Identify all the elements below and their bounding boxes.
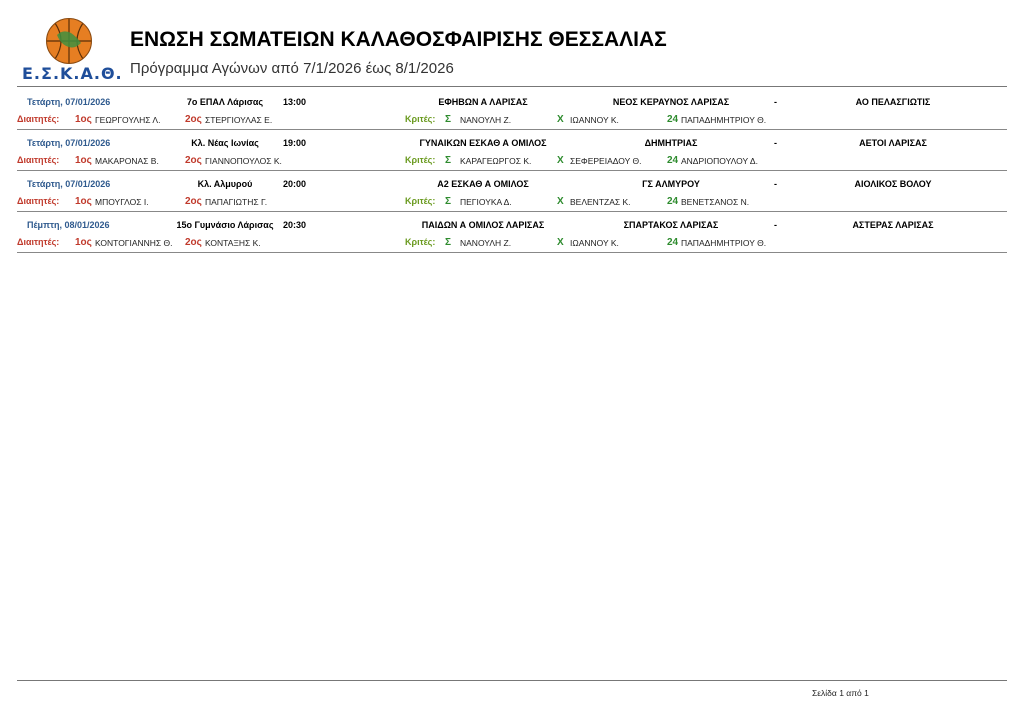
game-venue: 15ο Γυμνάσιο Λάρισας — [176, 220, 274, 230]
page-subtitle: Πρόγραμμα Αγώνων από 7/1/2026 έως 8/1/2026 — [130, 60, 454, 77]
vs-dash: - — [774, 97, 777, 107]
header-divider — [17, 86, 1007, 87]
game-date: Τετάρτη, 07/01/2026 — [27, 97, 111, 107]
game-venue: Κλ. Νέας Ιωνίας — [191, 138, 259, 148]
timer-name: ΙΩΑΝΝΟΥ Κ. — [570, 115, 619, 125]
judges-label: Κριτές: — [405, 237, 436, 247]
home-team: ΔΗΜΗΤΡΙΑΣ — [644, 138, 698, 148]
first-referee-name: ΚΟΝΤΟΓΙΑΝΝΗΣ Θ. — [95, 238, 173, 248]
game-date: Τετάρτη, 07/01/2026 — [27, 138, 111, 148]
second-referee-label: 2ος — [185, 114, 202, 125]
second-referee-name: ΓΙΑΝΝΟΠΟΥΛΟΣ Κ. — [205, 156, 282, 166]
game-category: ΕΦΗΒΩΝ Α ΛΑΡΙΣΑΣ — [438, 97, 528, 107]
judges-label: Κριτές: — [405, 114, 436, 124]
referees-label: Διαιτητές: — [17, 155, 60, 165]
shot-clock-name: ΠΑΠΑΔΗΜΗΤΡΙΟΥ Θ. — [681, 238, 767, 248]
game-row — [17, 88, 1007, 130]
shot-clock-label: 24 — [667, 114, 679, 125]
referees-label: Διαιτητές: — [17, 237, 60, 247]
game-category: ΠΑΙΔΩΝ Α ΟΜΙΛΟΣ ΛΑΡΙΣΑΣ — [421, 220, 545, 230]
home-team: ΝΕΟΣ ΚΕΡΑΥΝΟΣ ΛΑΡΙΣΑΣ — [612, 97, 730, 107]
vs-dash: - — [774, 138, 777, 148]
first-referee-label: 1ος — [75, 237, 92, 248]
first-referee-label: 1ος — [75, 196, 92, 207]
judges-label: Κριτές: — [405, 155, 436, 165]
timer-name: ΙΩΑΝΝΟΥ Κ. — [570, 238, 619, 248]
second-referee-label: 2ος — [185, 155, 202, 166]
game-time: 20:30 — [283, 220, 307, 230]
shot-clock-label: 24 — [667, 237, 679, 248]
shot-clock-label: 24 — [667, 196, 679, 207]
timer-label: Χ — [557, 237, 564, 248]
shot-clock-name: ΑΝΔΡΙΟΠΟΥΛΟΥ Δ. — [681, 156, 758, 166]
timer-name: ΣΕΦΕΡΕΙΑΔΟΥ Θ. — [570, 156, 642, 166]
first-referee-label: 1ος — [75, 114, 92, 125]
shot-clock-label: 24 — [667, 155, 679, 166]
game-time: 13:00 — [283, 97, 307, 107]
scorer-label: Σ — [445, 237, 452, 248]
second-referee-label: 2ος — [185, 237, 202, 248]
scorer-name: ΝΑΝΟΥΛΗ Ζ. — [460, 115, 512, 125]
second-referee-name: ΚΟΝΤΑΞΗΣ Κ. — [205, 238, 261, 248]
away-team: ΑΟ ΠΕΛΑΣΓΙΩΤΙΣ — [855, 97, 931, 107]
game-venue: Κλ. Αλμυρού — [197, 179, 253, 189]
eskath-logo — [22, 16, 123, 83]
scorer-name: ΠΕΓΙΟΥΚΑ Δ. — [460, 197, 512, 207]
game-category: Α2 ΕΣΚΑΘ Α ΟΜΙΛΟΣ — [437, 179, 529, 189]
vs-dash: - — [774, 179, 777, 189]
second-referee-label: 2ος — [185, 196, 202, 207]
first-referee-label: 1ος — [75, 155, 92, 166]
second-referee-name: ΠΑΠΑΓΙΩΤΗΣ Γ. — [205, 197, 268, 207]
away-team: ΑΕΤΟΙ ΛΑΡΙΣΑΣ — [859, 138, 927, 148]
shot-clock-name: ΒΕΝΕΤΣΑΝΟΣ Ν. — [681, 197, 750, 207]
timer-name: ΒΕΛΕΝΤΖΑΣ Κ. — [570, 197, 631, 207]
game-time: 19:00 — [283, 138, 307, 148]
first-referee-name: ΜΑΚΑΡΟΝΑΣ Β. — [95, 156, 159, 166]
second-referee-name: ΣΤΕΡΓΙΟΥΛΑΣ Ε. — [205, 115, 273, 125]
logo-text: Ε.Σ.Κ.Α.Θ. — [22, 64, 123, 83]
home-team: ΣΠΑΡΤΑΚΟΣ ΛΑΡΙΣΑΣ — [623, 220, 719, 230]
page-number: Σελίδα 1 από 1 — [812, 688, 869, 698]
timer-label: Χ — [557, 196, 564, 207]
vs-dash: - — [774, 220, 777, 230]
game-category: ΓΥΝΑΙΚΩΝ ΕΣΚΑΘ Α ΟΜΙΛΟΣ — [419, 138, 547, 148]
game-row — [17, 211, 1007, 253]
page-title: ΕΝΩΣΗ ΣΩΜΑΤΕΙΩΝ ΚΑΛΑΘΟΣΦΑΙΡΙΣΗΣ ΘΕΣΣΑΛΙΑΣ — [130, 28, 667, 51]
timer-label: Χ — [557, 114, 564, 125]
scorer-label: Σ — [445, 196, 452, 207]
game-date: Πέμπτη, 08/01/2026 — [27, 220, 110, 230]
scorer-name: ΚΑΡΑΓΕΩΡΓΟΣ Κ. — [460, 156, 532, 166]
home-team: ΓΣ ΑΛΜΥΡΟΥ — [642, 179, 700, 189]
first-referee-name: ΜΠΟΥΓΛΟΣ Ι. — [95, 197, 149, 207]
game-time: 20:00 — [283, 179, 307, 189]
game-row — [17, 170, 1007, 212]
scorer-label: Σ — [445, 114, 452, 125]
timer-label: Χ — [557, 155, 564, 166]
game-row — [17, 129, 1007, 171]
scorer-label: Σ — [445, 155, 452, 166]
first-referee-name: ΓΕΩΡΓΟΥΛΗΣ Λ. — [95, 115, 161, 125]
scorer-name: ΝΑΝΟΥΛΗ Ζ. — [460, 238, 512, 248]
basketball-icon — [46, 18, 92, 64]
shot-clock-name: ΠΑΠΑΔΗΜΗΤΡΙΟΥ Θ. — [681, 115, 767, 125]
referees-label: Διαιτητές: — [17, 114, 60, 124]
game-venue: 7ο ΕΠΑΛ Λάρισας — [186, 97, 264, 107]
away-team: ΑΙΟΛΙΚΟΣ ΒΟΛΟΥ — [854, 179, 932, 189]
referees-label: Διαιτητές: — [17, 196, 60, 206]
away-team: ΑΣΤΕΡΑΣ ΛΑΡΙΣΑΣ — [852, 220, 934, 230]
game-date: Τετάρτη, 07/01/2026 — [27, 179, 111, 189]
footer-divider — [17, 680, 1007, 681]
judges-label: Κριτές: — [405, 196, 436, 206]
